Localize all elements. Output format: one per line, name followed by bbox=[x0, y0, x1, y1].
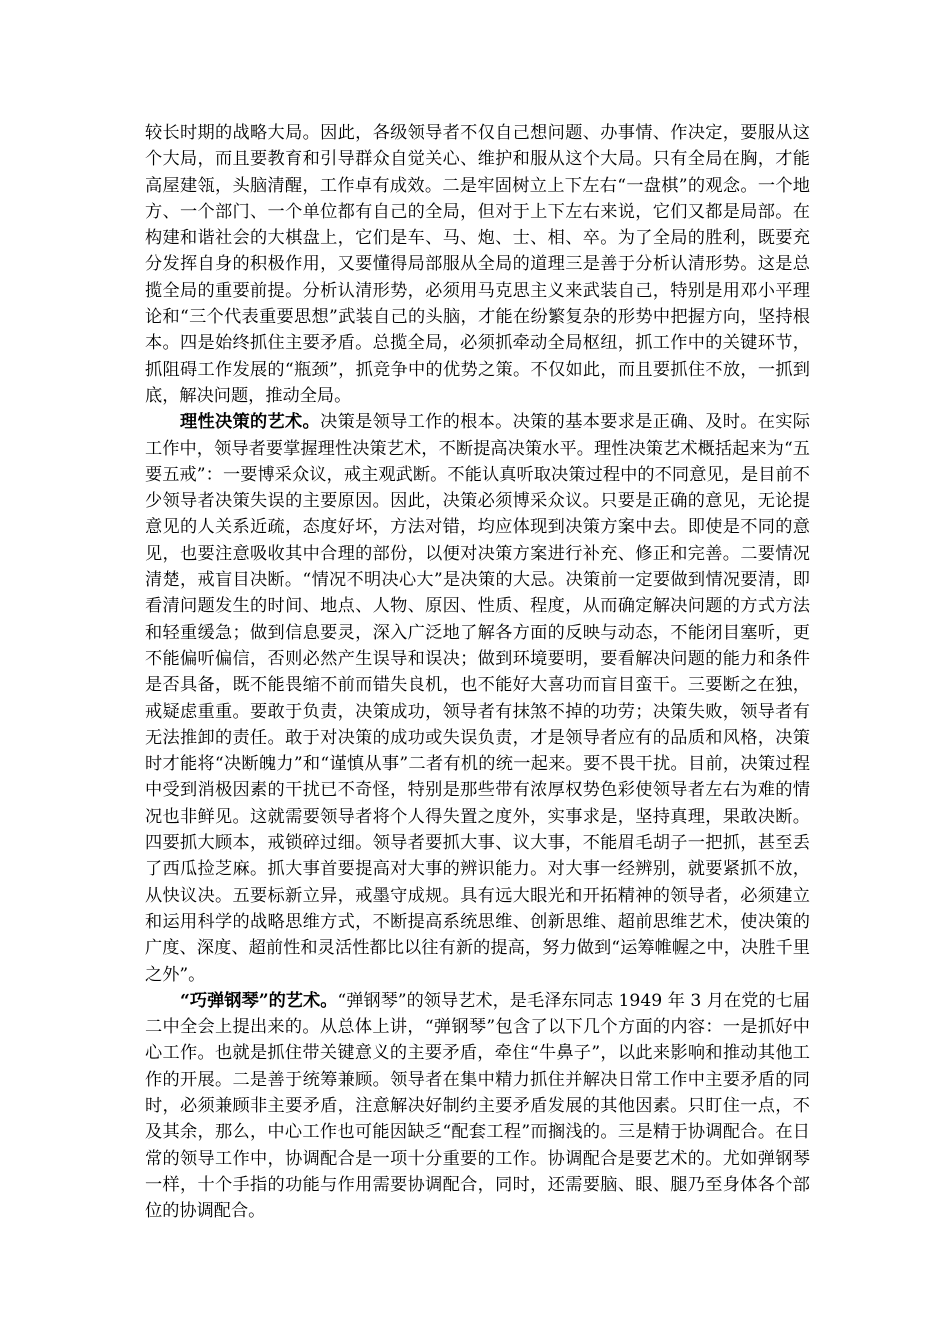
section-heading: 理性决策的艺术。 bbox=[180, 412, 321, 433]
paragraph-piano-art bbox=[145, 988, 810, 1225]
section-heading: “巧弹钢琴”的艺术。 bbox=[180, 990, 338, 1011]
document-page bbox=[145, 120, 810, 1224]
paragraph-body: “弹钢琴”的领导艺术，是毛泽东同志 1949 年 3 月在党的七届二中全会上提出来的。从总体上讲，“弹钢琴”包含了以下几个方面的内容：一是抓好中心工作。也就是抓住带关键意义的主要矛盾，牵住“牛鼻子”，以此来影响和推动其他工作的开展。二是善于统筹兼顾。领导者在集中精力抓住并解决日常工作中主要矛盾的同时，必须兼顾非主要矛盾，注意解决好制约主要矛盾发展的其他因素。只盯住一点，不及其余，那么，中心工作也可能因缺乏“配套工程”而搁浅的。三是精于协调配合。在日常的领导工作中，协调配合是一项十分重要的工作。协调配合是要艺术的。尤如弹钢琴一样，十个手指的功能与作用需要协调配合，同时，还需要脑、眼、腿乃至身体各个部位的协调配合。 bbox=[145, 990, 810, 1222]
paragraph-overall-situation bbox=[145, 120, 810, 409]
paragraph-rational-decision bbox=[145, 409, 810, 988]
paragraph-body: 较长时期的战略大局。因此，各级领导者不仅自己想问题、办事情、作决定，要服从这个大局，而且要教育和引导群众自觉关心、维护和服从这个大局。只有全局在胸，才能高屋建瓴，头脑清醒，工作卓有成效。二是牢固树立上下左右“一盘棋”的观念。一个地方、一个部门、一个单位都有自己的全局，但对于上下左右来说，它们又都是局部。在构建和谐社会的大棋盘上，它们是车、马、炮、士、相、卒。为了全局的胜利，既要充分发挥自身的积极作用，又要懂得局部服从全局的道理三是善于分析认清形势。这是总揽全局的重要前提。分析认清形势，必须用马克思主义来武装自己，特别是用邓小平理论和“三个代表重要思想”武装自己的头脑，才能在纷繁复杂的形势中把握方向，坚持根本。四是始终抓住主要矛盾。总揽全局，必须抓牵动全局枢纽，抓工作中的关键环节，抓阻碍工作发展的“瓶颈”，抓竞争中的优势之策。不仅如此，而且要抓住不放，一抓到底，解决问题，推动全局。 bbox=[145, 123, 810, 406]
paragraph-body: 决策是领导工作的根本。决策的基本要求是正确、及时。在实际工作中，领导者要掌握理性决策艺术，不断提高决策水平。理性决策艺术概括起来为“五要五戒”：一要博采众议，戒主观武断。不能认真听取决策过程中的不同意见，是目前不少领导者决策失误的主要原因。因此，决策必须博采众议。只要是正确的意见，无论提意见的人关系近疏，态度好坏，方法对错，均应体现到决策方案中去。即使是不同的意见，也要注意吸收其中合理的部份，以便对决策方案进行补充、修正和完善。二要情况清楚，戒盲目决断。“情况不明决心大”是决策的大忌。决策前一定要做到情况要清，即看清问题发生的时间、地点、人物、原因、性质、程度，从而确定解决问题的方式方法和轻重缓急；做到信息要灵，深入广泛地了解各方面的反映与动态，不能闭目塞听，更不能偏听偏信，否则必然产生误导和误决；做到环境要明，要看解决问题的能力和条件是否具备，既不能畏缩不前而错失良机，也不能好大喜功而盲目蛮干。三要断之在独，戒疑虑重重。要敢于负责，决策成功，领导者有抹煞不掉的功劳；决策失败，领导者有无法推卸的责任。敢于对决策的成功或失误负责，才是领导者应有的品质和风格，决策时才能将“决断魄力”和“谨慎从事”二者有机的统一起来。要不畏干扰。目前，决策过程中受到消极因素的干扰已不奇怪，特别是那些带有浓厚权势色彩使领导者左右为难的情况也非鲜见。这就需要领导者将个人得失置之度外，实事求是，坚持真理，果敢决断。四要抓大顾本，戒锁碎过细。领导者要抓大事、议大事，不能眉毛胡子一把抓，甚至丢了西瓜捡芝麻。抓大事首要提高对大事的辨识能力。对大事一经辨别，就要紧抓不放，从快议决。五要标新立异，戒墨守成规。具有远大眼光和开拓精神的领导者，必须建立和运用科学的战略思维方式，不断提高系统思维、创新思维、超前思维艺术，使决策的广度、深度、超前性和灵活性都比以往有新的提高，努力做到“运筹帷幄之中，决胜千里之外”。 bbox=[145, 412, 810, 985]
